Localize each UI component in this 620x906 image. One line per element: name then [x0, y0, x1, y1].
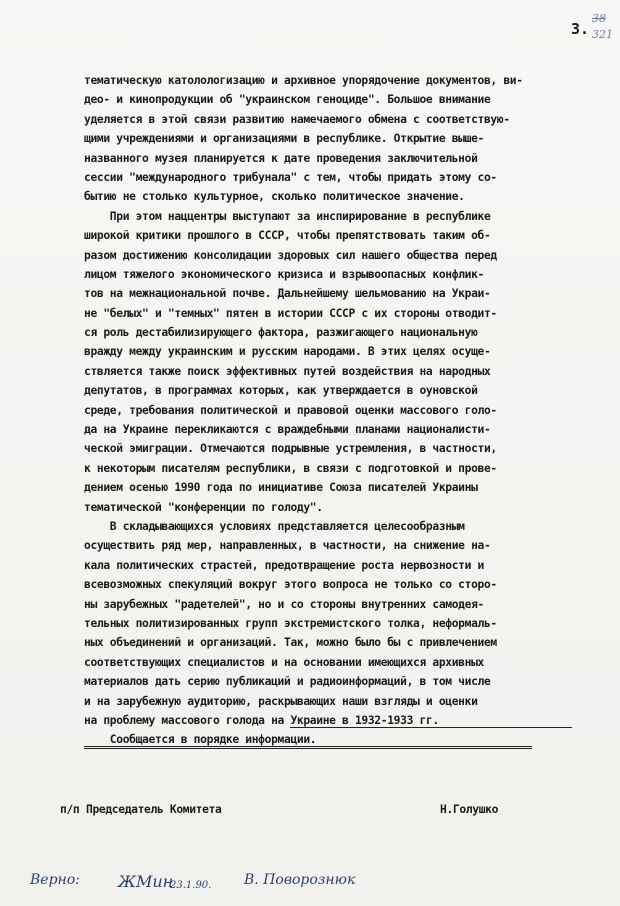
- body-line: тематической "конференции по голоду".: [84, 500, 323, 514]
- body-line: депутатов, в программах которых, как утверждается в оуновской: [84, 384, 478, 398]
- body-line: део- и кинопродукции об "украинском геноциде". Большое внимание: [84, 93, 491, 107]
- body-line: среде, требования политической и правовой оценки массового голо-: [84, 403, 497, 417]
- handwritten-name: В. Поворознюк: [244, 872, 356, 888]
- body-line: ны зарубежных "радетелей", но и со стороны внутренних самодея-: [84, 597, 484, 611]
- underline-emphasis-1: [290, 727, 572, 728]
- body-line: сессии "международного трибунала" с тем, чтобы придать этому со-: [84, 170, 497, 184]
- body-line: В складывающихся условиях представляется целесообразным: [84, 519, 465, 533]
- signature-name: Н.Голушко: [440, 803, 499, 816]
- body-line: тематическую католологизацию и архивное упорядочение документов, ви-: [84, 74, 523, 87]
- body-line: к некоторым писателям республики, в связи с подготовкой и прове-: [84, 461, 497, 475]
- body-line: бытию не столько культурное, сколько политическое значение.: [84, 190, 465, 204]
- handwritten-signature: ЖМин: [118, 872, 174, 891]
- signature-prefix: п/п: [60, 803, 80, 816]
- signature-title: Председатель Комитета: [86, 803, 222, 816]
- body-line: ческой эмиграции. Отмечаются подрывные устремления, в частности,: [84, 442, 497, 456]
- body-line: лицом тяжелого экономического кризиса и взрывоопасных конфлик-: [84, 267, 484, 281]
- body-line: и на зарубежную аудиторию, раскрывающих наши взгляды и оценки: [84, 694, 478, 708]
- body-line: да на Украине перекликаются с враждебными планами националисти-: [84, 423, 491, 437]
- underline-emphasis-2: [84, 746, 532, 747]
- body-line: Сообщается в порядке информации.: [84, 733, 317, 747]
- page-number: 3.: [571, 20, 590, 38]
- body-line: не "белых" и "темных" пятен в истории СССР с их стороны отводит-: [84, 306, 497, 320]
- body-line: материалов дать серию публикаций и радиоинформаций, в том числе: [84, 675, 491, 689]
- body-line: всевозможных спекуляций вокруг этого вопроса не только со сторо-: [84, 578, 497, 592]
- body-line: дением осенью 1990 года по инициативе Союза писателей Украины: [84, 481, 478, 495]
- body-line: щими учреждениями и организациями в республике. Открытие выше-: [84, 132, 484, 146]
- body-line: ствляется также поиск эффективных путей воздействия на народных: [84, 364, 491, 378]
- handwritten-page-number-new: 321: [592, 28, 613, 41]
- body-line: уделяется в этой связи развитию намечаемого обмена с соответствую-: [84, 112, 510, 126]
- body-line: При этом наццентры выступают за инспирирование в республике: [84, 209, 491, 223]
- body-line: соответствующих специалистов и на основании имеющихся архивных: [84, 655, 484, 669]
- body-line: кала политических страстей, предотвращение роста нервозности и: [84, 558, 484, 572]
- body-line: тов на межнациональной почве. Дальнейшему шельмованию на Украи-: [84, 287, 491, 301]
- body-line: названного музея планируется к дате проведения заключительной: [84, 151, 478, 165]
- underline-emphasis-2b: [84, 748, 532, 749]
- handwritten-page-number-old: 38: [592, 12, 606, 25]
- body-line: ся роль дестабилизирующего фактора, разжигающего национальную: [84, 326, 478, 340]
- body-line: вражду между украинским и русским народами. В этих целях осуще-: [84, 345, 491, 359]
- body-line: широкой критики прошлого в СССР, чтобы препятствовать таким об-: [84, 229, 491, 243]
- body-line: осуществить ряд мер, направленных, в частности, на снижение на-: [84, 539, 491, 553]
- body-text: [84, 71, 604, 750]
- body-line: на проблему массового голода на Украине в 1932-1933 гг.: [84, 713, 439, 727]
- handwritten-date: 23.1.90.: [170, 880, 212, 891]
- handwritten-verified: Верно:: [30, 872, 80, 888]
- body-line: разом достижению консолидации здоровых сил нашего общества перед: [84, 248, 497, 262]
- body-line: ных объединений и организаций. Так, можно было бы с привлечением: [84, 636, 497, 650]
- handwritten-page-numbers: [592, 8, 613, 46]
- body-line: тельных политизированных групп экстремистского толка, неформаль-: [84, 616, 497, 630]
